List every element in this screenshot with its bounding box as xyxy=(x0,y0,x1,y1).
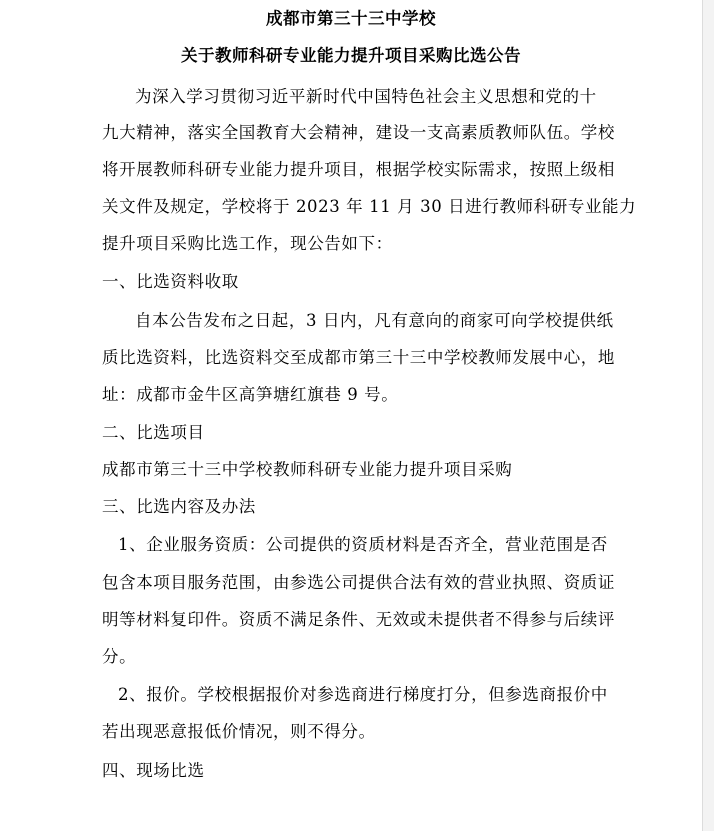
section2-heading: 二、比选项目 xyxy=(102,423,205,442)
item1-line-2: 包含本项目服务范围，由参选公司提供合法有效的营业执照、资质证 xyxy=(102,573,615,592)
page-edge xyxy=(702,0,714,831)
section1-line-1: 自本公告发布之日起，3 日内，凡有意向的商家可向学校提供纸 xyxy=(135,311,614,330)
intro-line-4: 关文件及规定，学校将于 2023 年 11 月 30 日进行教师科研专业能力 xyxy=(102,197,637,216)
intro-line-1: 为深入学习贯彻习近平新时代中国特色社会主义思想和党的十 xyxy=(135,87,597,106)
intro-line-3: 将开展教师科研专业能力提升项目，根据学校实际需求，按照上级相 xyxy=(102,160,615,179)
section1-line-3: 址：成都市金牛区高笋塘红旗巷 9 号。 xyxy=(102,385,399,404)
section4-heading: 四、现场比选 xyxy=(102,761,205,780)
intro-line-5: 提升项目采购比选工作，现公告如下： xyxy=(102,234,393,253)
section1-line-2: 质比选资料，比选资料交至成都市第三十三中学校教师发展中心，地 xyxy=(102,348,615,367)
section1-heading: 一、比选资料收取 xyxy=(102,272,239,291)
intro-line-2: 九大精神，落实全国教育大会精神，建设一支高素质教师队伍。学校 xyxy=(102,123,615,142)
school-title: 成都市第三十三中学校 xyxy=(266,9,436,28)
item1-line-3: 明等材料复印件。资质不满足条件、无效或未提供者不得参与后续评 xyxy=(102,610,615,629)
item1-line-1: 1、企业服务资质：公司提供的资质材料是否齐全，营业范围是否 xyxy=(118,535,608,554)
section2-text: 成都市第三十三中学校教师科研专业能力提升项目采购 xyxy=(102,460,513,479)
notice-title: 关于教师科研专业能力提升项目采购比选公告 xyxy=(181,46,521,65)
item2-line-2: 若出现恶意报低价情况，则不得分。 xyxy=(102,722,376,741)
item2-line-1: 2、报价。学校根据报价对参选商进行梯度打分，但参选商报价中 xyxy=(118,685,608,704)
section3-heading: 三、比选内容及办法 xyxy=(102,497,256,516)
item1-line-4: 分。 xyxy=(102,647,137,666)
